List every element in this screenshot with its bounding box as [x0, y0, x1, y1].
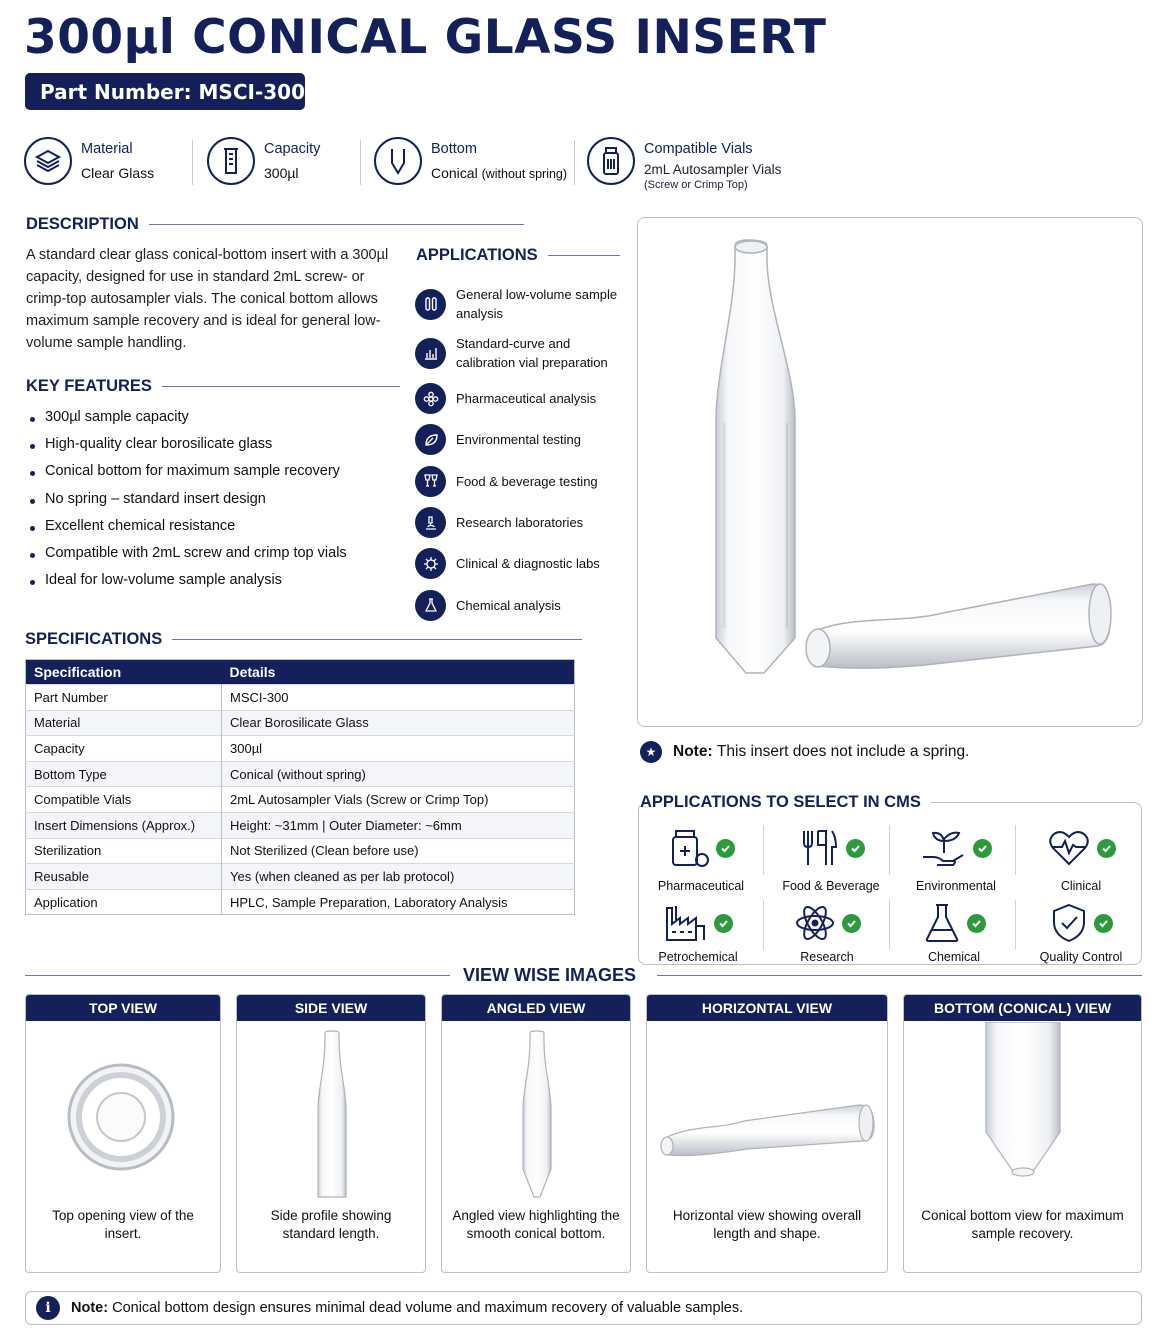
- part-number-badge: Part Number: MSCI-300: [25, 73, 305, 110]
- shield-check-icon: [1050, 902, 1088, 944]
- spec-value-suffix: (without spring): [481, 167, 568, 181]
- description-text: A standard clear glass conical-bottom insert with a 300µl capacity, designed for use in standard 2mL screw- or crimp-top autosampler vials. The conical bottom allows maximum sample recovery and is ideal for general low-volume sample handling.: [26, 247, 389, 351]
- spec-label: Bottom: [431, 141, 477, 157]
- list-item: Conical bottom for maximum sample recovery: [30, 463, 347, 490]
- view-card-angled: [441, 994, 631, 1273]
- spec-value: Conical: [431, 165, 478, 181]
- atom-icon: [794, 902, 836, 944]
- check-icon: [714, 914, 733, 933]
- check-icon: [973, 839, 992, 858]
- table-row: Application HPLC, Sample Preparation, Laboratory Analysis: [26, 889, 575, 915]
- view-card-side: [236, 994, 426, 1273]
- list-item: Environmental testing: [415, 419, 621, 460]
- view-card-title: HORIZONTAL VIEW: [647, 995, 887, 1021]
- list-item: General low-volume sample analysis: [415, 280, 621, 328]
- list-item: 300µl sample capacity: [30, 409, 347, 436]
- check-icon: [1097, 839, 1116, 858]
- list-item: No spring – standard insert design: [30, 491, 347, 518]
- table-row: Sterilization Not Sterilized (Clean before use): [26, 838, 575, 864]
- horizontal-view-image: [659, 1097, 879, 1161]
- column-header: Specification: [26, 660, 222, 685]
- list-item: Compatible with 2mL screw and crimp top vials: [30, 545, 347, 572]
- cms-item-chemical[interactable]: Chemical: [891, 898, 1017, 964]
- spring-note: ★ Note: This insert does not include a spring.: [640, 741, 969, 763]
- layers-icon: [24, 137, 72, 185]
- page-title: 300µl CONICAL GLASS INSERT: [24, 10, 827, 65]
- leaf-icon: [415, 424, 446, 455]
- table-row: Reusable Yes (when cleaned as per lab protocol): [26, 864, 575, 890]
- list-item: Ideal for low-volume sample analysis: [30, 572, 347, 599]
- cms-item-food-beverage[interactable]: Food & Beverage: [768, 823, 894, 893]
- bar-chart-icon: [415, 338, 446, 369]
- view-wise-heading: VIEW WISE IMAGES: [463, 965, 637, 985]
- factory-icon: [664, 902, 708, 944]
- list-item: Pharmaceutical analysis: [415, 378, 621, 419]
- cms-item-clinical[interactable]: Clinical: [1018, 823, 1144, 893]
- test-tubes-icon: [415, 289, 446, 320]
- bottom-view-image: [982, 1022, 1064, 1182]
- specifications-heading: SPECIFICATIONS: [25, 630, 582, 649]
- list-item: High-quality clear borosilicate glass: [30, 436, 347, 463]
- glasses-icon: [415, 466, 446, 497]
- view-card-caption: Conical bottom view for maximum sample recovery.: [921, 1208, 1124, 1241]
- table-row: Bottom Type Conical (without spring): [26, 761, 575, 787]
- list-item: Food & beverage testing: [415, 461, 621, 502]
- product-image: [637, 217, 1143, 727]
- table-row: Capacity 300µl: [26, 736, 575, 762]
- key-features-heading: KEY FEATURES: [26, 377, 400, 396]
- key-features-list: [30, 409, 347, 599]
- side-view-image: [315, 1029, 349, 1201]
- table-row: Compatible Vials 2mL Autosampler Vials (Screw or Crimp Top): [26, 787, 575, 813]
- cms-item-environmental[interactable]: Environmental: [893, 823, 1019, 893]
- vial-icon: [587, 137, 635, 185]
- microscope-icon: [415, 507, 446, 538]
- list-item: Clinical & diagnostic labs: [415, 543, 621, 584]
- cms-item-research[interactable]: Research: [764, 898, 890, 964]
- list-item: Chemical analysis: [415, 584, 621, 625]
- view-card-title: TOP VIEW: [26, 995, 220, 1021]
- flask-icon: [923, 902, 961, 944]
- view-card-horizontal: [646, 994, 888, 1273]
- applications-heading: APPLICATIONS: [416, 246, 620, 265]
- view-card-caption: Side profile showing standard length.: [270, 1208, 392, 1241]
- hand-plant-icon: [921, 827, 967, 869]
- table-row: Part Number MSCI-300: [26, 685, 575, 711]
- spec-label: Compatible Vials: [644, 141, 753, 157]
- spec-label: Material: [81, 141, 133, 157]
- top-view-image: [64, 1060, 179, 1175]
- star-icon: ★: [640, 741, 662, 763]
- list-item: Standard-curve and calibration vial preparation: [415, 328, 621, 378]
- spec-value: 2mL Autosampler Vials: [644, 162, 782, 177]
- specifications-table: [25, 659, 575, 915]
- view-card-top: [25, 994, 221, 1273]
- virus-icon: [415, 548, 446, 579]
- pill-bottle-icon: [668, 827, 710, 869]
- view-card-caption: Horizontal view showing overall length and shape.: [672, 1208, 862, 1241]
- view-card-bottom: [903, 994, 1142, 1273]
- list-item: Excellent chemical resistance: [30, 518, 347, 545]
- graduated-cylinder-icon: [207, 137, 255, 185]
- column-header: Details: [222, 660, 575, 685]
- conical-bottom-icon: [374, 137, 422, 185]
- info-icon: i: [36, 1296, 60, 1320]
- cms-item-petrochemical[interactable]: Petrochemical: [635, 898, 761, 964]
- description-heading: DESCRIPTION: [26, 215, 524, 234]
- spec-label: Capacity: [264, 141, 321, 157]
- list-item: Research laboratories: [415, 502, 621, 543]
- check-icon: [716, 839, 735, 858]
- cms-item-pharmaceutical[interactable]: Pharmaceutical: [638, 823, 764, 893]
- spec-value: Clear Glass: [81, 165, 155, 181]
- check-icon: [842, 914, 861, 933]
- check-icon: [846, 839, 865, 858]
- view-card-title: SIDE VIEW: [237, 995, 425, 1021]
- cms-heading: APPLICATIONS TO SELECT IN CMS: [640, 793, 931, 812]
- flower-icon: [415, 383, 446, 414]
- table-row: Insert Dimensions (Approx.) Height: ~31mm | Outer Diameter: ~6mm: [26, 812, 575, 838]
- view-card-caption: Angled view highlighting the smooth conical bottom.: [452, 1208, 620, 1241]
- flask-icon: [415, 590, 446, 621]
- spec-value-sub: (Screw or Crimp Top): [644, 179, 748, 191]
- check-icon: [967, 914, 986, 933]
- cms-item-quality-control[interactable]: Quality Control: [1018, 898, 1144, 964]
- table-row: Material Clear Borosilicate Glass: [26, 710, 575, 736]
- cutlery-icon: [798, 827, 840, 869]
- spec-bottom: [374, 137, 567, 191]
- spec-material: [24, 137, 154, 191]
- view-card-caption: Top opening view of the insert.: [52, 1208, 194, 1241]
- heartbeat-icon: [1047, 828, 1091, 868]
- spec-compatible-vials: [587, 137, 781, 191]
- check-icon: [1094, 914, 1113, 933]
- spec-value: 300µl: [264, 165, 299, 181]
- applications-list: [415, 280, 621, 626]
- angled-view-image: [518, 1029, 556, 1201]
- view-card-title: BOTTOM (CONICAL) VIEW: [904, 995, 1141, 1021]
- view-card-title: ANGLED VIEW: [442, 995, 630, 1021]
- spec-capacity: [207, 137, 320, 191]
- bottom-note: i Note: Conical bottom design ensures minimal dead volume and maximum recovery of valuable samples.: [25, 1291, 1142, 1325]
